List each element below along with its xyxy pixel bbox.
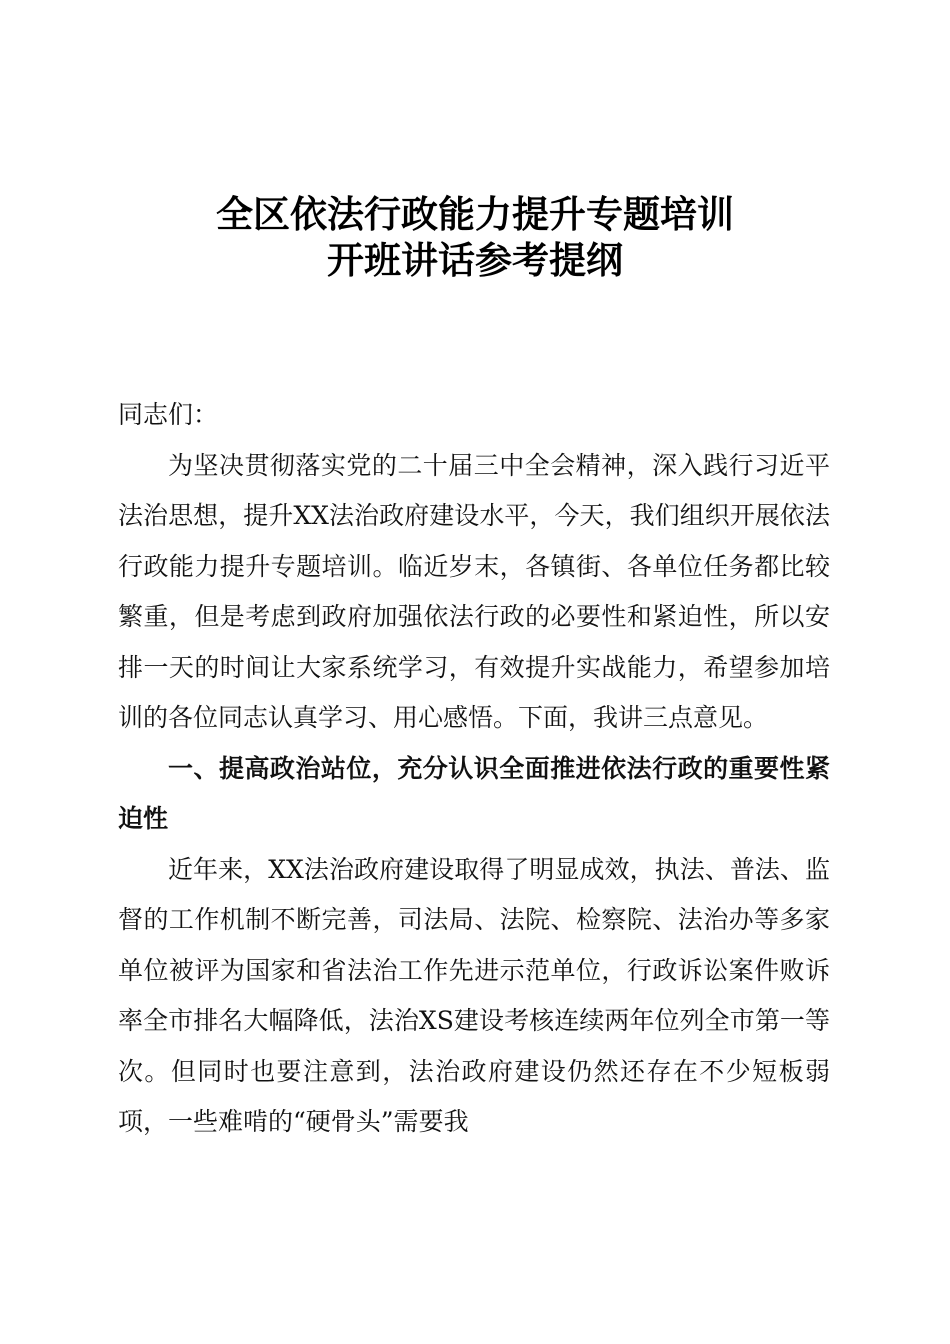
document-body	[118, 390, 830, 1148]
salutation: 同志们：	[118, 400, 219, 429]
section-heading-1: 一、提高政治站位，充分认识全面推进依法行政的重要性紧迫性	[118, 753, 830, 833]
paragraph-intro: 为坚决贯彻落实党的二十届三中全会精神，深入践行习近平法治思想，提升XX法治政府建设水平，今天，我们组织开展依法行政能力提升专题培训。临近岁末，各镇街、各单位任务都比较繁重，但是考虑到政府加强依法行政的必要性和紧迫性，所以安排一天的时间让大家系统学习，有效提升实战能力，希望参加培训的各位同志认真学习、用心感悟。下面，我讲三点意见。	[118, 450, 830, 732]
document-title-line-1: 全区依法行政能力提升专题培训	[216, 192, 734, 236]
document-title-line-2: 开班讲话参考提纲	[327, 238, 623, 282]
paragraph-section-1: 近年来，XX法治政府建设取得了明显成效，执法、普法、监督的工作机制不断完善，司法局、法院、检察院、法治办等多家单位被评为国家和省法治工作先进示范单位，行政诉讼案件败诉率全市排名大幅降低，法治XS建设考核连续两年位列全市第一等次。但同时也要注意到，法治政府建设仍然还存在不少短板弱项，一些难啃的“硬骨头”需要我	[118, 854, 830, 1136]
